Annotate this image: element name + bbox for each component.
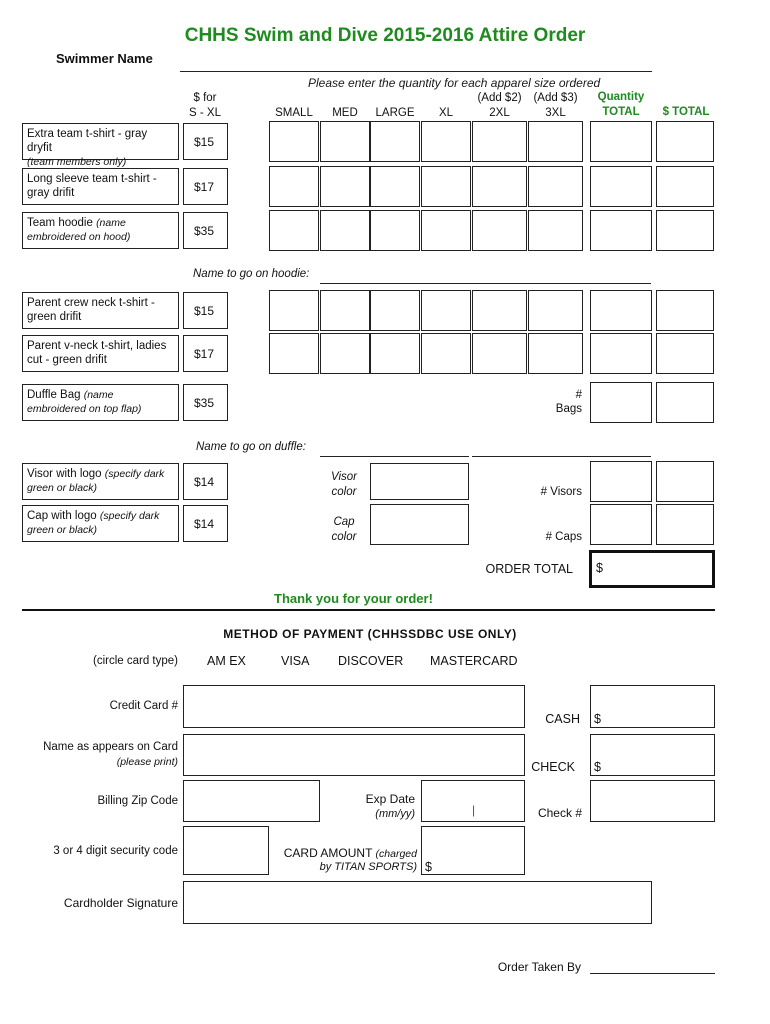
caps-dollar-input[interactable] (656, 504, 714, 545)
qty-3xl-input[interactable] (528, 121, 583, 162)
order-taken-label: Order Taken By (497, 960, 581, 974)
cap-color-label-2: color (331, 531, 357, 543)
qty-large-input[interactable] (370, 210, 420, 251)
qty-xl-input[interactable] (421, 121, 471, 162)
size-xl-header: XL (438, 107, 454, 119)
name-on-card-input[interactable] (183, 734, 525, 776)
qty-small-input[interactable] (269, 333, 319, 374)
card-type-mastercard[interactable]: MASTERCARD (430, 654, 518, 668)
item-name: Parent crew neck t-shirt - green drifit (27, 297, 155, 323)
dollar-sign: $ (594, 712, 601, 726)
card-amount-label: CARD AMOUNT (283, 846, 373, 860)
cap-color-label-1: Cap (333, 516, 355, 528)
size-small-header: SMALL (275, 107, 313, 119)
cap-color-input[interactable] (370, 504, 469, 545)
qty-total-input[interactable] (590, 333, 652, 374)
qty-large-input[interactable] (370, 333, 420, 374)
caps-qty-input[interactable] (590, 504, 652, 545)
please-print-label: (please print) (116, 756, 178, 768)
exp-date-input[interactable] (421, 780, 525, 822)
billing-zip-label: Billing Zip Code (97, 795, 178, 807)
visor-color-input[interactable] (370, 463, 469, 500)
check-number-input[interactable] (590, 780, 715, 822)
item-extra-tshirt (22, 123, 179, 168)
instruction-text: Please enter the quantity for each apparel size ordered (308, 76, 601, 90)
card-amount-note-2: by TITAN SPORTS) (319, 861, 417, 873)
qty-xl-input[interactable] (421, 333, 471, 374)
size-3xl-header: 3XL (545, 107, 566, 119)
card-type-amex[interactable]: AM EX (207, 654, 246, 668)
item-name: Parent v-neck t-shirt, ladies cut - green drifit (27, 340, 167, 366)
qty-med-input[interactable] (320, 210, 370, 251)
size-3xl-add: (Add $3) (533, 92, 578, 104)
item-name: Team hoodie (27, 217, 93, 229)
item-duffle-bag (22, 384, 179, 421)
item-price: $35 (183, 384, 228, 421)
swimmer-name-line[interactable] (180, 71, 652, 72)
item-name: Duffle Bag (27, 389, 81, 401)
qty-2xl-input[interactable] (472, 290, 527, 331)
bags-dollar-input[interactable] (656, 382, 714, 423)
exp-date-label: Exp Date (365, 792, 415, 806)
check-number-label: Check # (537, 806, 582, 820)
qty-total-input[interactable] (590, 290, 652, 331)
order-total-input[interactable] (589, 550, 715, 588)
item-team-hoodie (22, 212, 179, 249)
item-parent-crew (22, 292, 179, 329)
item-price: $17 (183, 335, 228, 372)
dollar-total-input[interactable] (656, 166, 714, 207)
visors-dollar-input[interactable] (656, 461, 714, 502)
qty-small-input[interactable] (269, 210, 319, 251)
signature-label: Cardholder Signature (63, 896, 178, 910)
security-code-input[interactable] (183, 826, 269, 875)
dollar-sign: $ (425, 860, 432, 874)
qty-large-input[interactable] (370, 166, 420, 207)
price-header-line2: S - XL (189, 107, 221, 119)
visor-color-label-1: Visor (331, 471, 357, 483)
qty-total-header-2: TOTAL (602, 106, 640, 118)
qty-total-header-1: Quantity (597, 91, 645, 103)
qty-small-input[interactable] (269, 166, 319, 207)
credit-card-input[interactable] (183, 685, 525, 728)
visors-label: # Visors (540, 486, 582, 498)
card-type-visa[interactable]: VISA (281, 654, 310, 668)
check-amount-input[interactable] (590, 734, 715, 776)
size-large-header: LARGE (375, 107, 415, 119)
billing-zip-input[interactable] (183, 780, 320, 822)
security-code-label: 3 or 4 digit security code (53, 845, 178, 857)
thank-you-text: Thank you for your order! (274, 591, 433, 606)
qty-total-input[interactable] (590, 210, 652, 251)
item-long-sleeve (22, 168, 179, 205)
cash-input[interactable] (590, 685, 715, 728)
price-header-line1: $ for (193, 92, 217, 104)
swimmer-name-label: Swimmer Name (56, 51, 153, 66)
visor-color-label-2: color (331, 486, 357, 498)
name-on-card-label: Name as appears on Card (43, 741, 178, 753)
item-note: (specify dark green or black) (27, 510, 160, 536)
item-price: $14 (183, 463, 228, 500)
qty-med-input[interactable] (320, 290, 370, 331)
qty-2xl-input[interactable] (472, 333, 527, 374)
qty-3xl-input[interactable] (528, 290, 583, 331)
dollar-sign: $ (594, 760, 601, 774)
item-price: $17 (183, 168, 228, 205)
qty-xl-input[interactable] (421, 210, 471, 251)
exp-format-label: (mm/yy) (375, 808, 415, 820)
qty-3xl-input[interactable] (528, 333, 583, 374)
bags-qty-input[interactable] (590, 382, 652, 423)
bags-label-2: Bags (555, 403, 582, 415)
item-name: Long sleeve team t-shirt - gray drifit (27, 173, 157, 199)
card-amount-input[interactable] (421, 826, 525, 875)
credit-card-label: Credit Card # (109, 700, 178, 712)
qty-2xl-input[interactable] (472, 210, 527, 251)
qty-2xl-input[interactable] (472, 166, 527, 207)
dollar-sign: $ (596, 561, 603, 575)
visors-qty-input[interactable] (590, 461, 652, 502)
qty-large-input[interactable] (370, 121, 420, 162)
item-price: $35 (183, 212, 228, 249)
order-taken-line[interactable] (590, 973, 715, 974)
card-type-discover[interactable]: DISCOVER (338, 654, 404, 668)
duffle-name-line-2[interactable] (472, 456, 651, 457)
item-parent-vneck (22, 335, 179, 372)
size-2xl-add: (Add $2) (477, 92, 522, 104)
item-name: Cap with logo (27, 510, 97, 522)
hoodie-name-line[interactable] (320, 283, 651, 284)
qty-small-input[interactable] (269, 121, 319, 162)
item-name: Extra team t-shirt - gray dryfit (27, 128, 148, 154)
order-total-label: ORDER TOTAL (485, 562, 573, 576)
qty-3xl-input[interactable] (528, 166, 583, 207)
item-note: (name embroidered on hood) (27, 217, 131, 243)
size-med-header: MED (332, 107, 358, 119)
page-title: CHHS Swim and Dive 2015-2016 Attire Order (184, 25, 586, 46)
qty-med-input[interactable] (320, 166, 370, 207)
card-amount-label-row1 (270, 846, 417, 860)
qty-total-input[interactable] (590, 166, 652, 207)
signature-input[interactable] (183, 881, 652, 924)
payment-title: METHOD OF PAYMENT (CHHSSDBC USE ONLY) (223, 627, 517, 641)
duffle-name-label: Name to go on duffle: (196, 441, 306, 453)
size-2xl-header: 2XL (489, 107, 510, 119)
caps-label: # Caps (545, 531, 582, 543)
item-note: (name embroidered on top flap) (27, 389, 142, 415)
divider (22, 609, 715, 611)
item-visor (22, 463, 179, 500)
bags-label-1: # (575, 389, 582, 401)
item-price: $15 (183, 292, 228, 329)
dollar-total-header: $ TOTAL (662, 106, 710, 118)
qty-3xl-input[interactable] (528, 210, 583, 251)
qty-xl-input[interactable] (421, 290, 471, 331)
qty-xl-input[interactable] (421, 166, 471, 207)
check-label: CHECK (531, 760, 575, 774)
hoodie-name-label: Name to go on hoodie: (193, 268, 310, 280)
qty-total-input[interactable] (590, 121, 652, 162)
dollar-total-input[interactable] (656, 210, 714, 251)
qty-2xl-input[interactable] (472, 121, 527, 162)
qty-med-input[interactable] (320, 333, 370, 374)
duffle-name-line-1[interactable] (320, 456, 469, 457)
dollar-total-input[interactable] (656, 121, 714, 162)
qty-med-input[interactable] (320, 121, 370, 162)
item-note: (team members only) (27, 156, 127, 168)
qty-large-input[interactable] (370, 290, 420, 331)
item-name: Visor with logo (27, 468, 102, 480)
qty-small-input[interactable] (269, 290, 319, 331)
circle-card-label: (circle card type) (93, 655, 178, 667)
card-amount-note: (charged (375, 848, 417, 860)
cash-label: CASH (545, 712, 580, 726)
item-note: (specify dark green or black) (27, 468, 165, 494)
item-price: $15 (183, 123, 228, 160)
dollar-total-input[interactable] (656, 333, 714, 374)
exp-separator: | (472, 803, 476, 817)
item-price: $14 (183, 505, 228, 542)
dollar-total-input[interactable] (656, 290, 714, 331)
item-cap (22, 505, 179, 542)
